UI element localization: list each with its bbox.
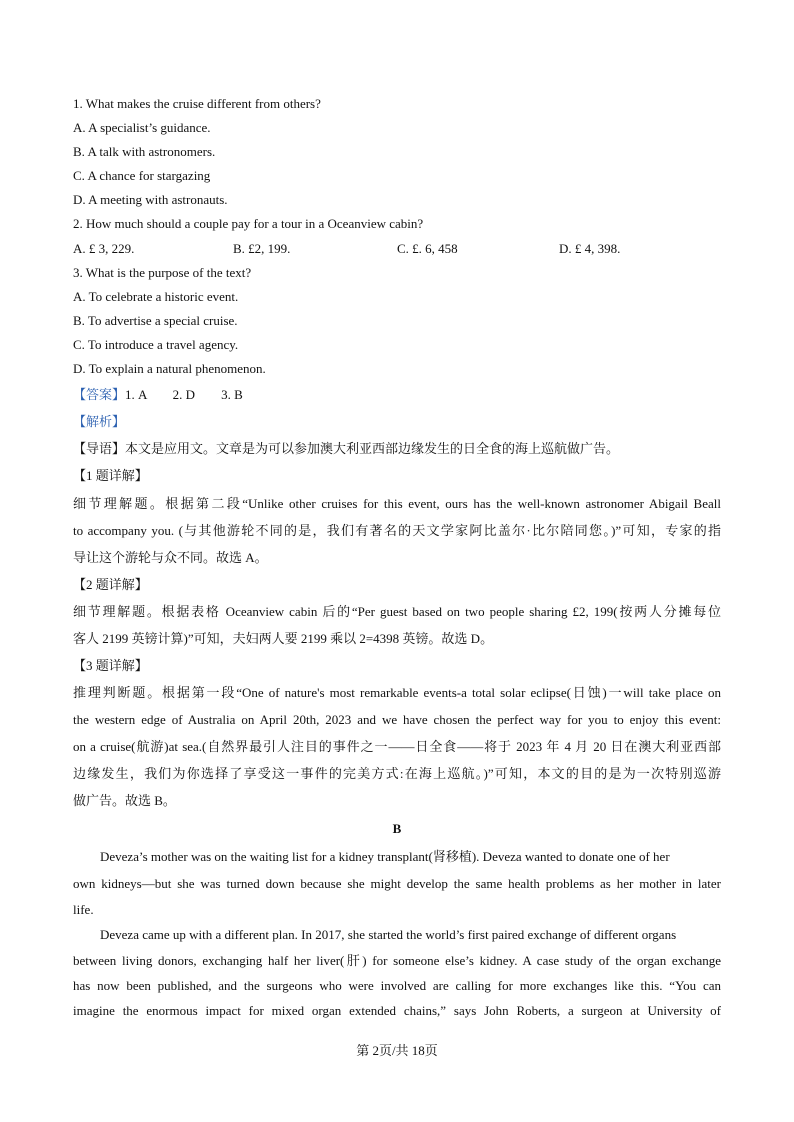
answer-line [73,386,243,404]
question-1: 1. What makes the cruise different from others? [73,96,321,111]
detail-1-line: 导让这个游轮与众不同。故选 A。 [73,550,268,565]
q3-option-c: C. To introduce a travel agency. [73,337,239,352]
detail-2-line: 细节理解题。根据表格 Oceanview cabin 后的“Per guest based on two people sharing £2, 199(按两人分摊每位 [73,604,721,619]
section-b-heading: B [392,821,402,836]
q1-option-a: A. A specialist’s guidance. [73,120,211,135]
q1-option-d: D. A meeting with astronauts. [73,192,228,207]
q2-option-c: C. £. 6, 458 [397,241,458,256]
q3-option-b: B. To advertise a special cruise. [73,313,238,328]
detail-2-line: 客人 2199 英镑计算)”可知，夫妇两人要 2199 乘以 2=4398 英镑。故选 D。 [73,631,494,646]
passage-line: Deveza’s mother was on the waiting list for a kidney transplant(肾移植). Deveza wanted to donate one of her [100,849,670,864]
detail-3-line: on a cruise(航游)at sea.(自然界最引人注目的事件之一——日全食——将于 2023 年 4 月 20 日在澳大利亚西部 [73,739,721,754]
detail-3-line: 边缘发生，我们为你选择了享受这一事件的完美方式:在海上巡航。)”可知，本文的目的是为一次特别巡游 [73,766,721,781]
q1-option-b: B. A talk with astronomers. [73,144,216,159]
page-footer: 第 2页/共 18页 [356,1043,438,1058]
q3-option-d: D. To explain a natural phenomenon. [73,361,266,376]
passage-line: own kidneys—but she was turned down because she might develop the same health problems as her mother in later [73,876,721,891]
passage-line: imagine the enormous impact for mixed organ extended chains,” says John Roberts, a surgeon at University of [73,1003,721,1018]
passage-line: has now been published, and the surgeons who were involved are calling for more exchanges like this. “You can [73,978,721,993]
q2-option-d: D. £ 4, 398. [559,241,621,256]
question-2: 2. How much should a couple pay for a tour in a Oceanview cabin? [73,216,424,231]
passage-line: between living donors, exchanging half her liver(肝) for someone else’s kidney. A case study of the organ exchange [73,953,721,968]
analysis-label: 【解析】 [73,414,126,429]
detail-3-line: 推理判断题。根据第一段“One of nature's most remarkable events-a total solar eclipse(日蚀)一will take place on [73,685,721,700]
passage-line: Deveza came up with a different plan. In 2017, she started the world’s first paired exchange of different organs [100,927,677,942]
detail-1-heading: 【1 题详解】 [73,468,148,483]
detail-3-heading: 【3 题详解】 [73,658,148,673]
detail-3-line: the western edge of Australia on April 20th, 2023 and we have chosen the perfect way for you to enjoy this event: [73,712,721,727]
detail-1-line: to accompany you. (与其他游轮不同的是，我们有著名的天文学家阿比盖尔·比尔陪同您。)”可知，专家的指 [73,523,721,538]
q2-option-b: B. £2, 199. [233,241,291,256]
q3-option-a: A. To celebrate a historic event. [73,289,239,304]
detail-3-line: 做广告。故选 B。 [73,793,176,808]
q2-option-a: A. £ 3, 229. [73,241,135,256]
passage-line: life. [73,902,94,917]
question-3: 3. What is the purpose of the text? [73,265,252,280]
detail-1-line: 细节理解题。根据第二段“Unlike other cruises for this event, ours has the well-known astronomer Abigail Beall [73,496,721,511]
answer-value: 1. A 2. D 3. B [125,387,243,402]
q1-option-c: C. A chance for stargazing [73,168,211,183]
intro-line: 【导语】本文是应用文。文章是为可以参加澳大利亚西部边缘发生的日全食的海上巡航做广告。 [73,441,620,456]
detail-2-heading: 【2 题详解】 [73,577,148,592]
answer-label: 【答案】 [73,387,126,402]
